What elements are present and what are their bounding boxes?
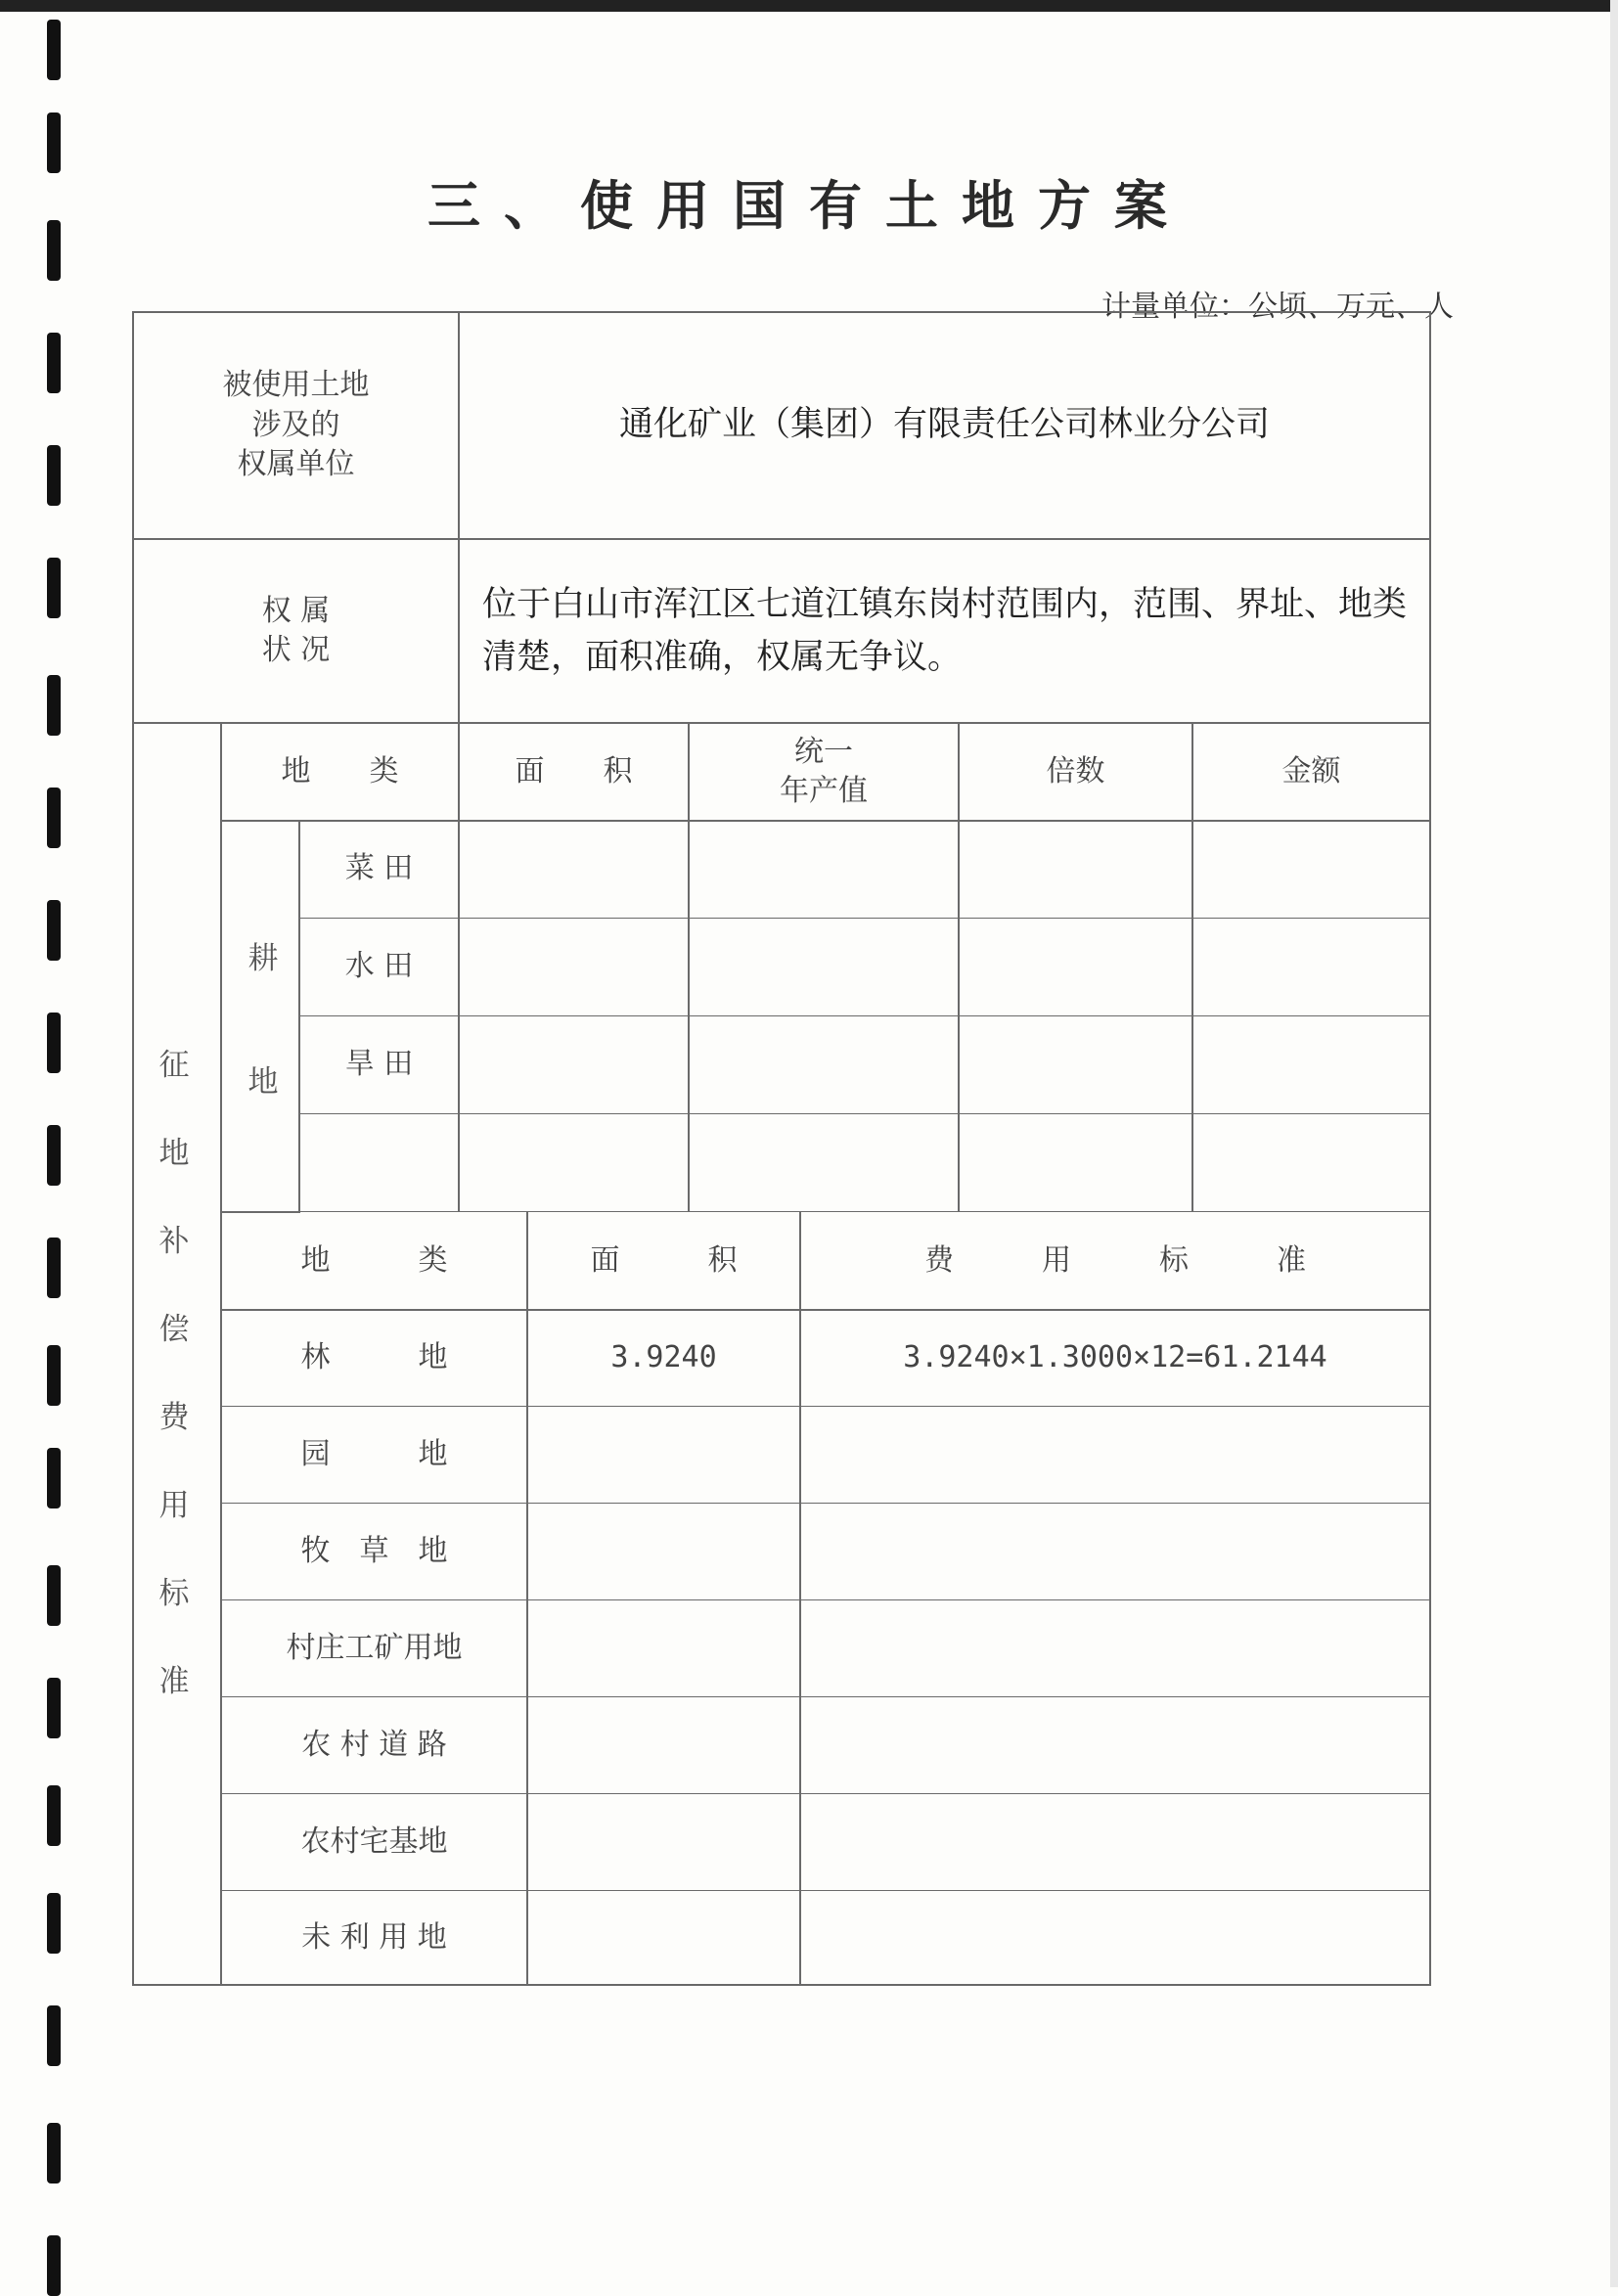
other-land-type: 农村宅基地 [300, 1823, 448, 1859]
other-land-fee-cell [799, 1309, 1431, 1407]
other-land-fee-cell [799, 1890, 1431, 1986]
cultivated-char-1: 耕 [247, 940, 279, 976]
binding-hole [47, 1448, 61, 1508]
other-land-fee-cell [799, 1503, 1431, 1600]
other-header-fee-standard: 费 用 标 准 [799, 1211, 1431, 1311]
other-land-type-cell [220, 1599, 528, 1697]
binding-hole [47, 1893, 61, 1954]
cultivated-char-2: 地 [247, 1063, 279, 1100]
cultivated-row-cell [458, 918, 690, 1016]
other-land-fee-cell [799, 1599, 1431, 1697]
cultivated-row-type [298, 820, 460, 919]
binding-hole [47, 558, 61, 618]
compensation-standard-label [135, 1017, 213, 1722]
cultivated-row-cell [688, 918, 960, 1016]
other-land-area: 3.9240 [610, 1339, 717, 1374]
other-land-type-cell [220, 1696, 528, 1794]
cultivated-row-cell [458, 820, 690, 919]
cultivated-row-cell [958, 820, 1193, 919]
scan-edge-right [1610, 0, 1618, 2287]
cultivated-row-type-text: 菜 田 [344, 851, 414, 886]
cultivated-row-cell [458, 1015, 690, 1114]
other-land-area-cell [526, 1309, 801, 1407]
cultivated-row-type [298, 918, 460, 1016]
other-land-type: 未 利 用 地 [301, 1919, 447, 1955]
other-land-area-cell [526, 1793, 801, 1891]
other-land-type: 牧 草 地 [300, 1533, 448, 1568]
other-land-area-cell [526, 1890, 801, 1986]
binding-hole [47, 445, 61, 506]
cultivated-row-type-text: 旱 田 [344, 1047, 414, 1082]
other-land-type: 村庄工矿用地 [286, 1630, 463, 1665]
binding-hole [47, 2123, 61, 2183]
other-land-fee-cell [799, 1406, 1431, 1504]
side-label-char: 费 [158, 1399, 190, 1435]
cultivated-row-type [298, 1015, 460, 1114]
side-label-char: 补 [158, 1223, 190, 1259]
other-land-type-cell [220, 1890, 528, 1986]
cultivated-row-cell [688, 1113, 960, 1212]
binding-hole [47, 2005, 61, 2066]
cultivated-row-cell [458, 1113, 690, 1212]
cultivated-row-cell [688, 1015, 960, 1114]
binding-hole [47, 333, 61, 393]
ownership-unit-value: 通化矿业（集团）有限责任公司林业分公司 [458, 311, 1431, 540]
other-land-type: 林 地 [300, 1339, 448, 1374]
header-multiple: 倍数 [958, 722, 1193, 822]
binding-hole [47, 675, 61, 736]
other-land-type: 农 村 道 路 [301, 1727, 447, 1762]
other-land-fee-cell [799, 1793, 1431, 1891]
header-area: 面 积 [458, 722, 690, 822]
ownership-status-label: 权 属 状 况 [132, 538, 460, 724]
binding-hole [47, 900, 61, 961]
cultivated-row-cell [1191, 820, 1431, 919]
binding-hole [47, 1565, 61, 1626]
binding-hole [47, 1013, 61, 1073]
other-header-area: 面 积 [526, 1211, 801, 1311]
scan-edge-top [0, 0, 1618, 12]
other-land-area-cell [526, 1503, 801, 1600]
other-land-type-cell [220, 1793, 528, 1891]
cultivated-row-cell [958, 1113, 1193, 1212]
binding-hole [47, 1785, 61, 1846]
header-annual-output: 统一 年产值 [688, 722, 960, 822]
cultivated-row-type [298, 1113, 460, 1212]
side-label-char: 征 [158, 1047, 190, 1083]
other-land-type: 园 地 [300, 1436, 448, 1471]
header-land-type: 地 类 [220, 722, 460, 822]
cultivated-row-cell [688, 820, 960, 919]
cultivated-row-cell [1191, 918, 1431, 1016]
side-label-char: 偿 [158, 1311, 190, 1347]
side-label-char: 地 [158, 1135, 190, 1171]
unit-note: 计量单位：公顷、万元、人 [1101, 290, 1454, 324]
page-title: 三、使用国有土地方案 [427, 175, 1191, 237]
side-label-char: 准 [158, 1663, 190, 1699]
cultivated-group-label [225, 820, 301, 1213]
other-land-fee-cell [799, 1696, 1431, 1794]
cultivated-row-cell [958, 918, 1193, 1016]
binding-hole [47, 1678, 61, 1738]
other-land-area-cell [526, 1599, 801, 1697]
binding-hole [47, 1238, 61, 1298]
cultivated-row-cell [1191, 1015, 1431, 1114]
cultivated-row-cell [1191, 1113, 1431, 1212]
other-land-type-cell [220, 1406, 528, 1504]
side-label-char: 标 [158, 1575, 190, 1611]
other-land-type-cell [220, 1503, 528, 1600]
other-header-land-type: 地 类 [220, 1211, 528, 1311]
binding-hole [47, 1345, 61, 1406]
other-land-area-cell [526, 1406, 801, 1504]
cultivated-row-type-text: 水 田 [344, 949, 414, 984]
header-amount: 金额 [1191, 722, 1431, 822]
cultivated-row-cell [958, 1015, 1193, 1114]
other-land-area-cell [526, 1696, 801, 1794]
binding-hole [47, 20, 61, 80]
ownership-status-value: 位于白山市浑江区七道江镇东岗村范围内，范围、界址、地类清楚，面积准确，权属无争议。 [458, 538, 1431, 724]
side-label-char: 用 [158, 1487, 190, 1523]
other-land-fee: 3.9240×1.3000×12=61.2144 [903, 1339, 1327, 1374]
other-land-type-cell [220, 1309, 528, 1407]
ownership-unit-label: 被使用土地 涉及的 权属单位 [132, 311, 460, 540]
binding-hole [47, 788, 61, 848]
binding-hole [47, 1125, 61, 1186]
